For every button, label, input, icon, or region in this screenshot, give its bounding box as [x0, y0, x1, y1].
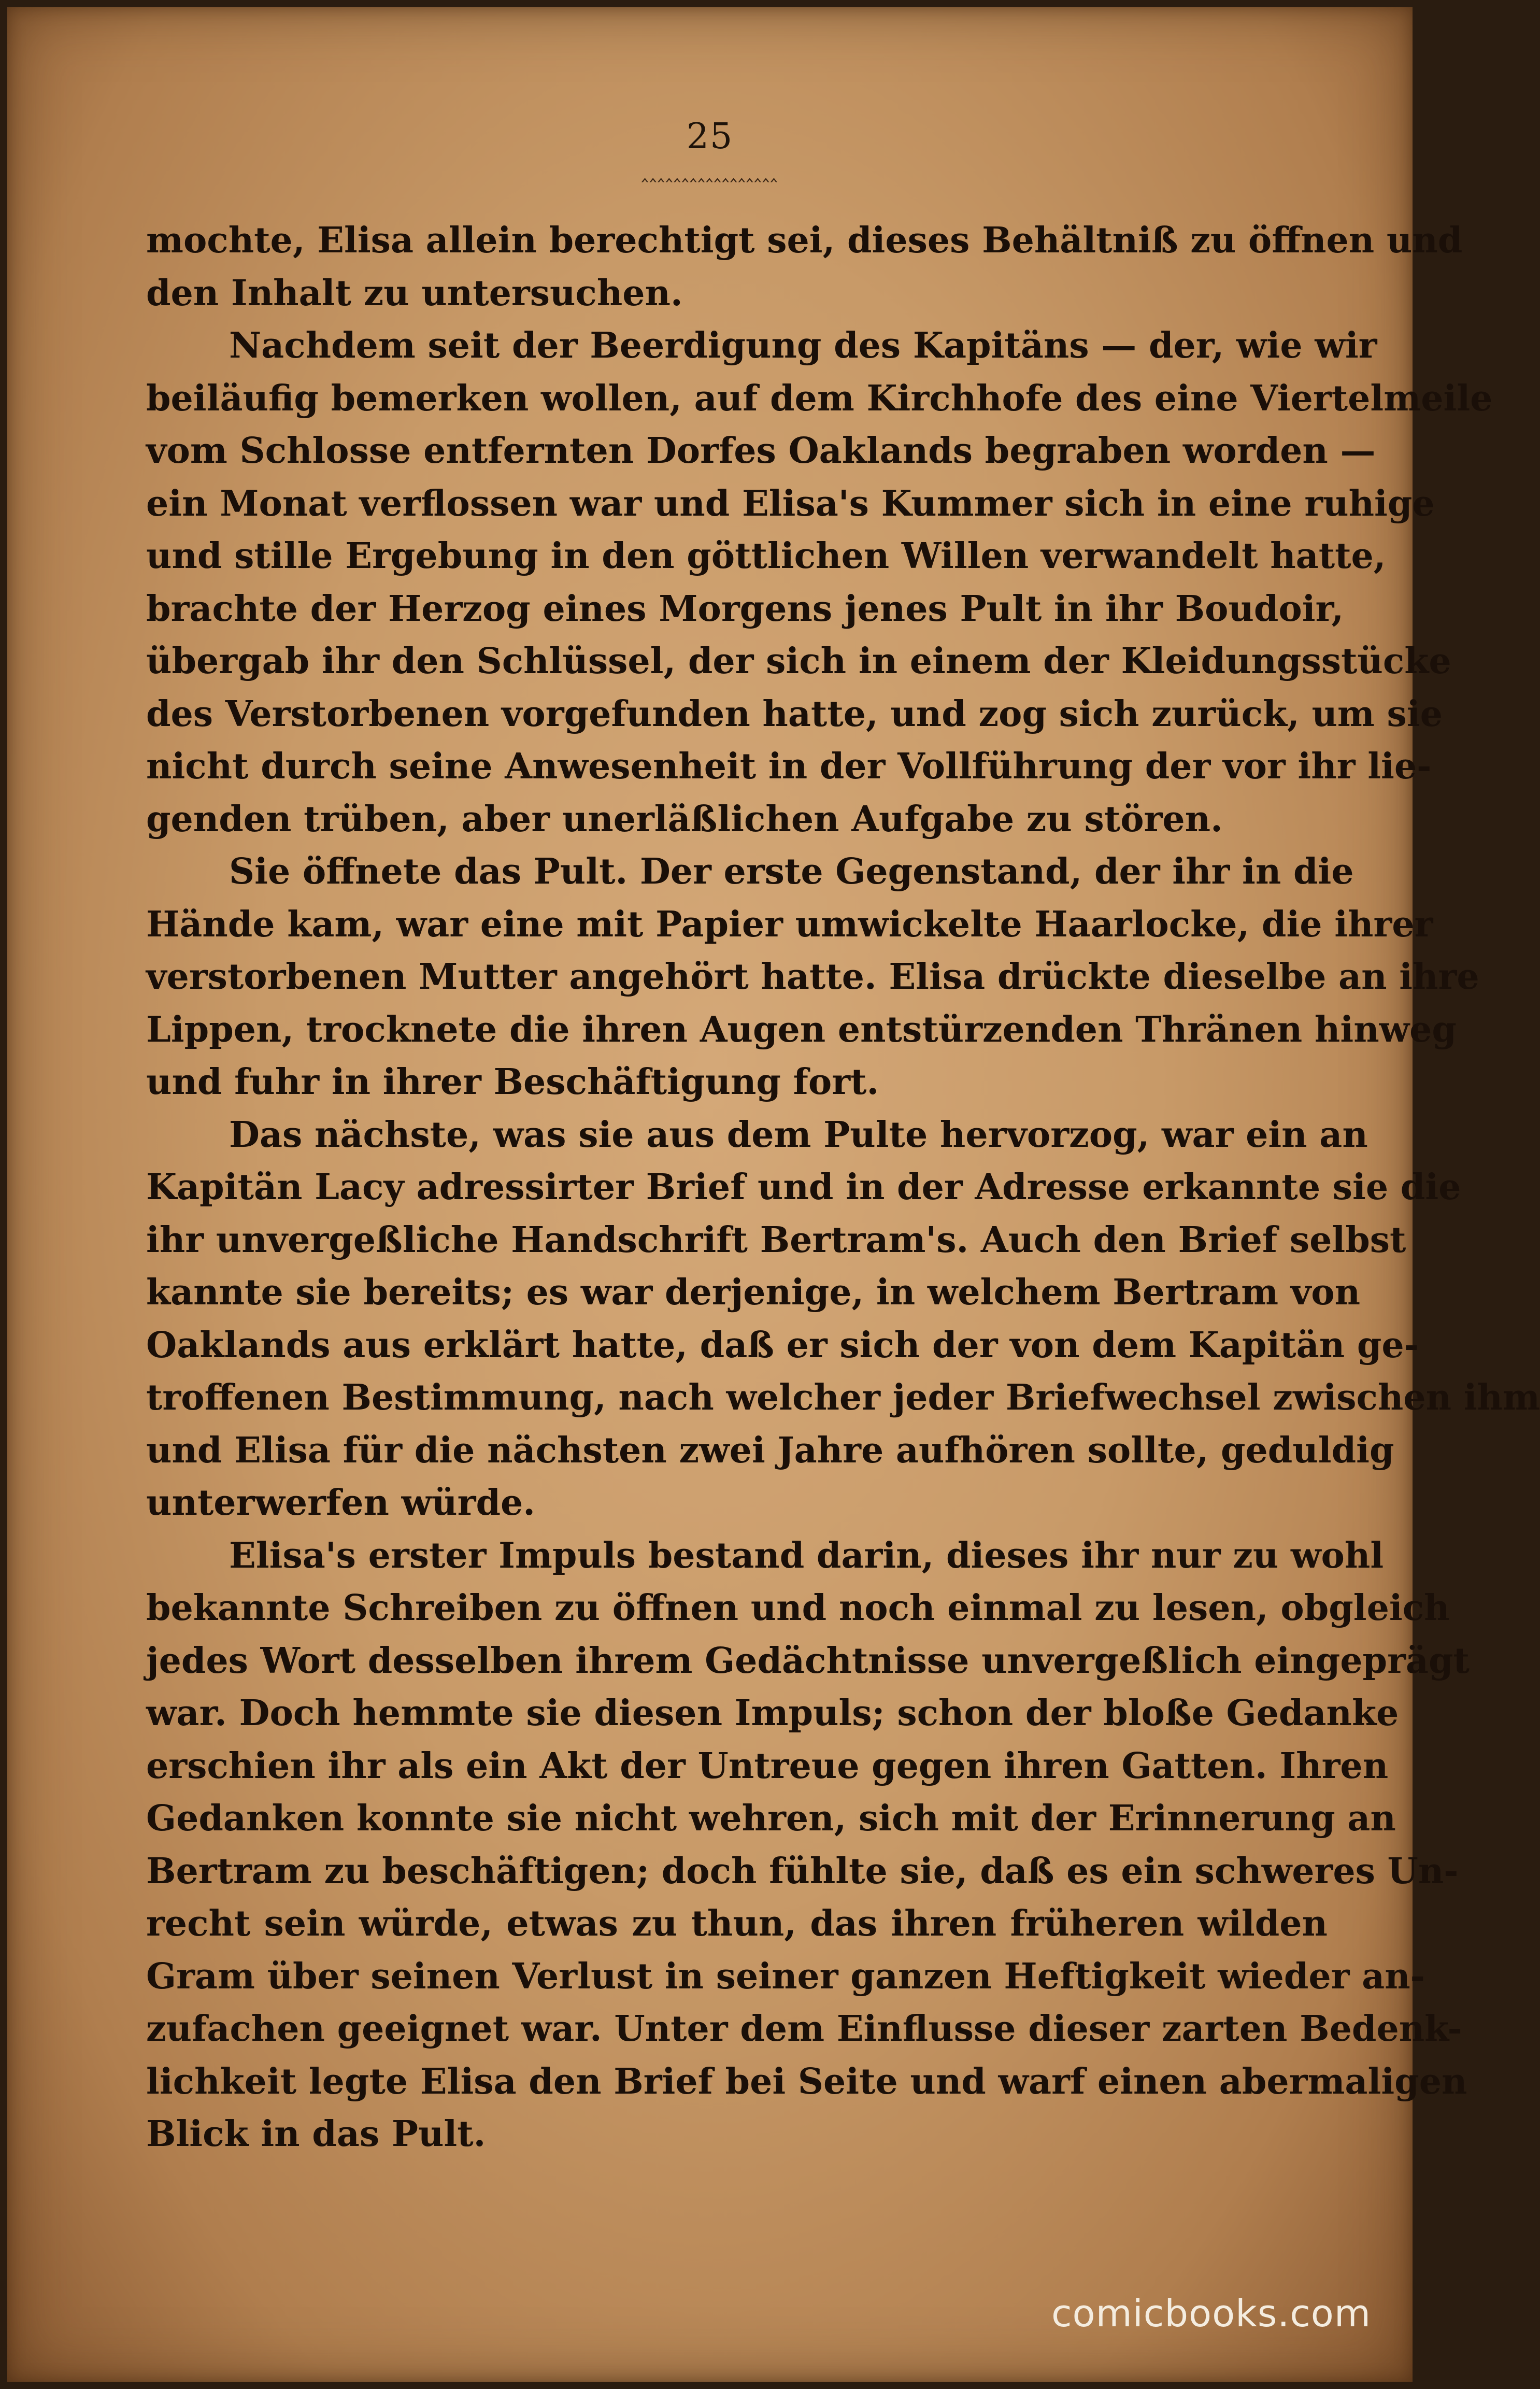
- text-line: troffenen Bestimmung, nach welcher jeder Briefwechsel zwischen ihm: [146, 1377, 1540, 1418]
- watermark: comicbooks.com: [1051, 2292, 1371, 2335]
- text-line: mochte, Elisa allein berechtigt sei, dieses Behältniß zu öffnen und: [146, 220, 1463, 261]
- text-line: vom Schlosse entfernten Dorfes Oaklands begraben worden —: [146, 430, 1376, 472]
- text-line: und Elisa für die nächsten zwei Jahre aufhören sollte, geduldig: [146, 1429, 1394, 1471]
- text-line: ein Monat verflossen war und Elisa's Kummer sich in eine ruhige: [146, 482, 1435, 524]
- text-line: den Inhalt zu untersuchen.: [146, 272, 683, 314]
- page-number: 25: [686, 116, 734, 157]
- text-line: unterwerfen würde.: [146, 1482, 535, 1524]
- text-line: zufachen geeignet war. Unter dem Einflusse dieser zarten Bedenk-: [146, 2008, 1462, 2050]
- text-line: nicht durch seine Anwesenheit in der Vollführung der vor ihr lie-: [146, 746, 1432, 787]
- text-line: recht sein würde, etwas zu thun, das ihren früheren wilden: [146, 1903, 1328, 1944]
- text-line: genden trüben, aber unerläßlichen Aufgabe zu stören.: [146, 798, 1223, 840]
- text-line: des Verstorbenen vorgefunden hatte, und zog sich zurück, um sie: [146, 693, 1443, 735]
- text-line: und fuhr in ihrer Beschäftigung fort.: [146, 1061, 879, 1103]
- text-line: jedes Wort desselben ihrem Gedächtnisse unvergeßlich eingeprägt: [146, 1640, 1470, 1682]
- text-line: übergab ihr den Schlüssel, der sich in einem der Kleidungsstücke: [146, 641, 1451, 682]
- text-line: Gedanken konnte sie nicht wehren, sich mit der Erinnerung an: [146, 1798, 1396, 1839]
- text-line: Elisa's erster Impuls bestand darin, dieses ihr nur zu wohl: [229, 1534, 1384, 1576]
- text-line: Lippen, trocknete die ihren Augen entstürzenden Thränen hinweg: [146, 1008, 1457, 1050]
- header-ornament: ‸‸‸‸‸‸‸‸‸‸‸‸‸‸‸‸‸: [641, 159, 779, 182]
- body-text: [146, 215, 1540, 2161]
- book-page: [7, 7, 1540, 2382]
- text-line: Hände kam, war eine mit Papier umwickelte Haarlocke, die ihrer: [146, 903, 1433, 945]
- text-line: verstorbenen Mutter angehört hatte. Elisa drückte dieselbe an ihre: [146, 956, 1479, 998]
- text-line: bekannte Schreiben zu öffnen und noch einmal zu lesen, obgleich: [146, 1587, 1450, 1629]
- text-line: kannte sie bereits; es war derjenige, in welchem Bertram von: [146, 1272, 1361, 1313]
- text-line: Blick in das Pult.: [146, 2113, 486, 2155]
- text-line: lichkeit legte Elisa den Brief bei Seite und warf einen abermaligen: [146, 2060, 1467, 2102]
- text-line: beiläufig bemerken wollen, auf dem Kirchhofe des eine Viertelmeile: [146, 377, 1493, 419]
- text-line: Oaklands aus erklärt hatte, daß er sich der von dem Kapitän ge-: [146, 1324, 1419, 1366]
- text-line: Sie öffnete das Pult. Der erste Gegenstand, der ihr in die: [229, 851, 1354, 892]
- text-line: Bertram zu beschäftigen; doch fühlte sie, daß es ein schweres Un-: [146, 1850, 1459, 1892]
- text-line: Kapitän Lacy adressirter Brief und in der Adresse erkannte sie die: [146, 1167, 1461, 1208]
- text-line: Das nächste, was sie aus dem Pulte hervorzog, war ein an: [229, 1114, 1368, 1156]
- text-line: und stille Ergebung in den göttlichen Willen verwandelt hatte,: [146, 535, 1386, 577]
- text-line: Gram über seinen Verlust in seiner ganzen Heftigkeit wieder an-: [146, 1955, 1425, 1997]
- text-line: war. Doch hemmte sie diesen Impuls; schon der bloße Gedanke: [146, 1693, 1399, 1734]
- text-line: Nachdem seit der Beerdigung des Kapitäns — der, wie wir: [229, 325, 1377, 366]
- text-line: erschien ihr als ein Akt der Untreue gegen ihren Gatten. Ihren: [146, 1745, 1389, 1787]
- text-line: ihr unvergeßliche Handschrift Bertram's. Auch den Brief selbst: [146, 1219, 1406, 1261]
- text-line: brachte der Herzog eines Morgens jenes Pult in ihr Boudoir,: [146, 588, 1344, 630]
